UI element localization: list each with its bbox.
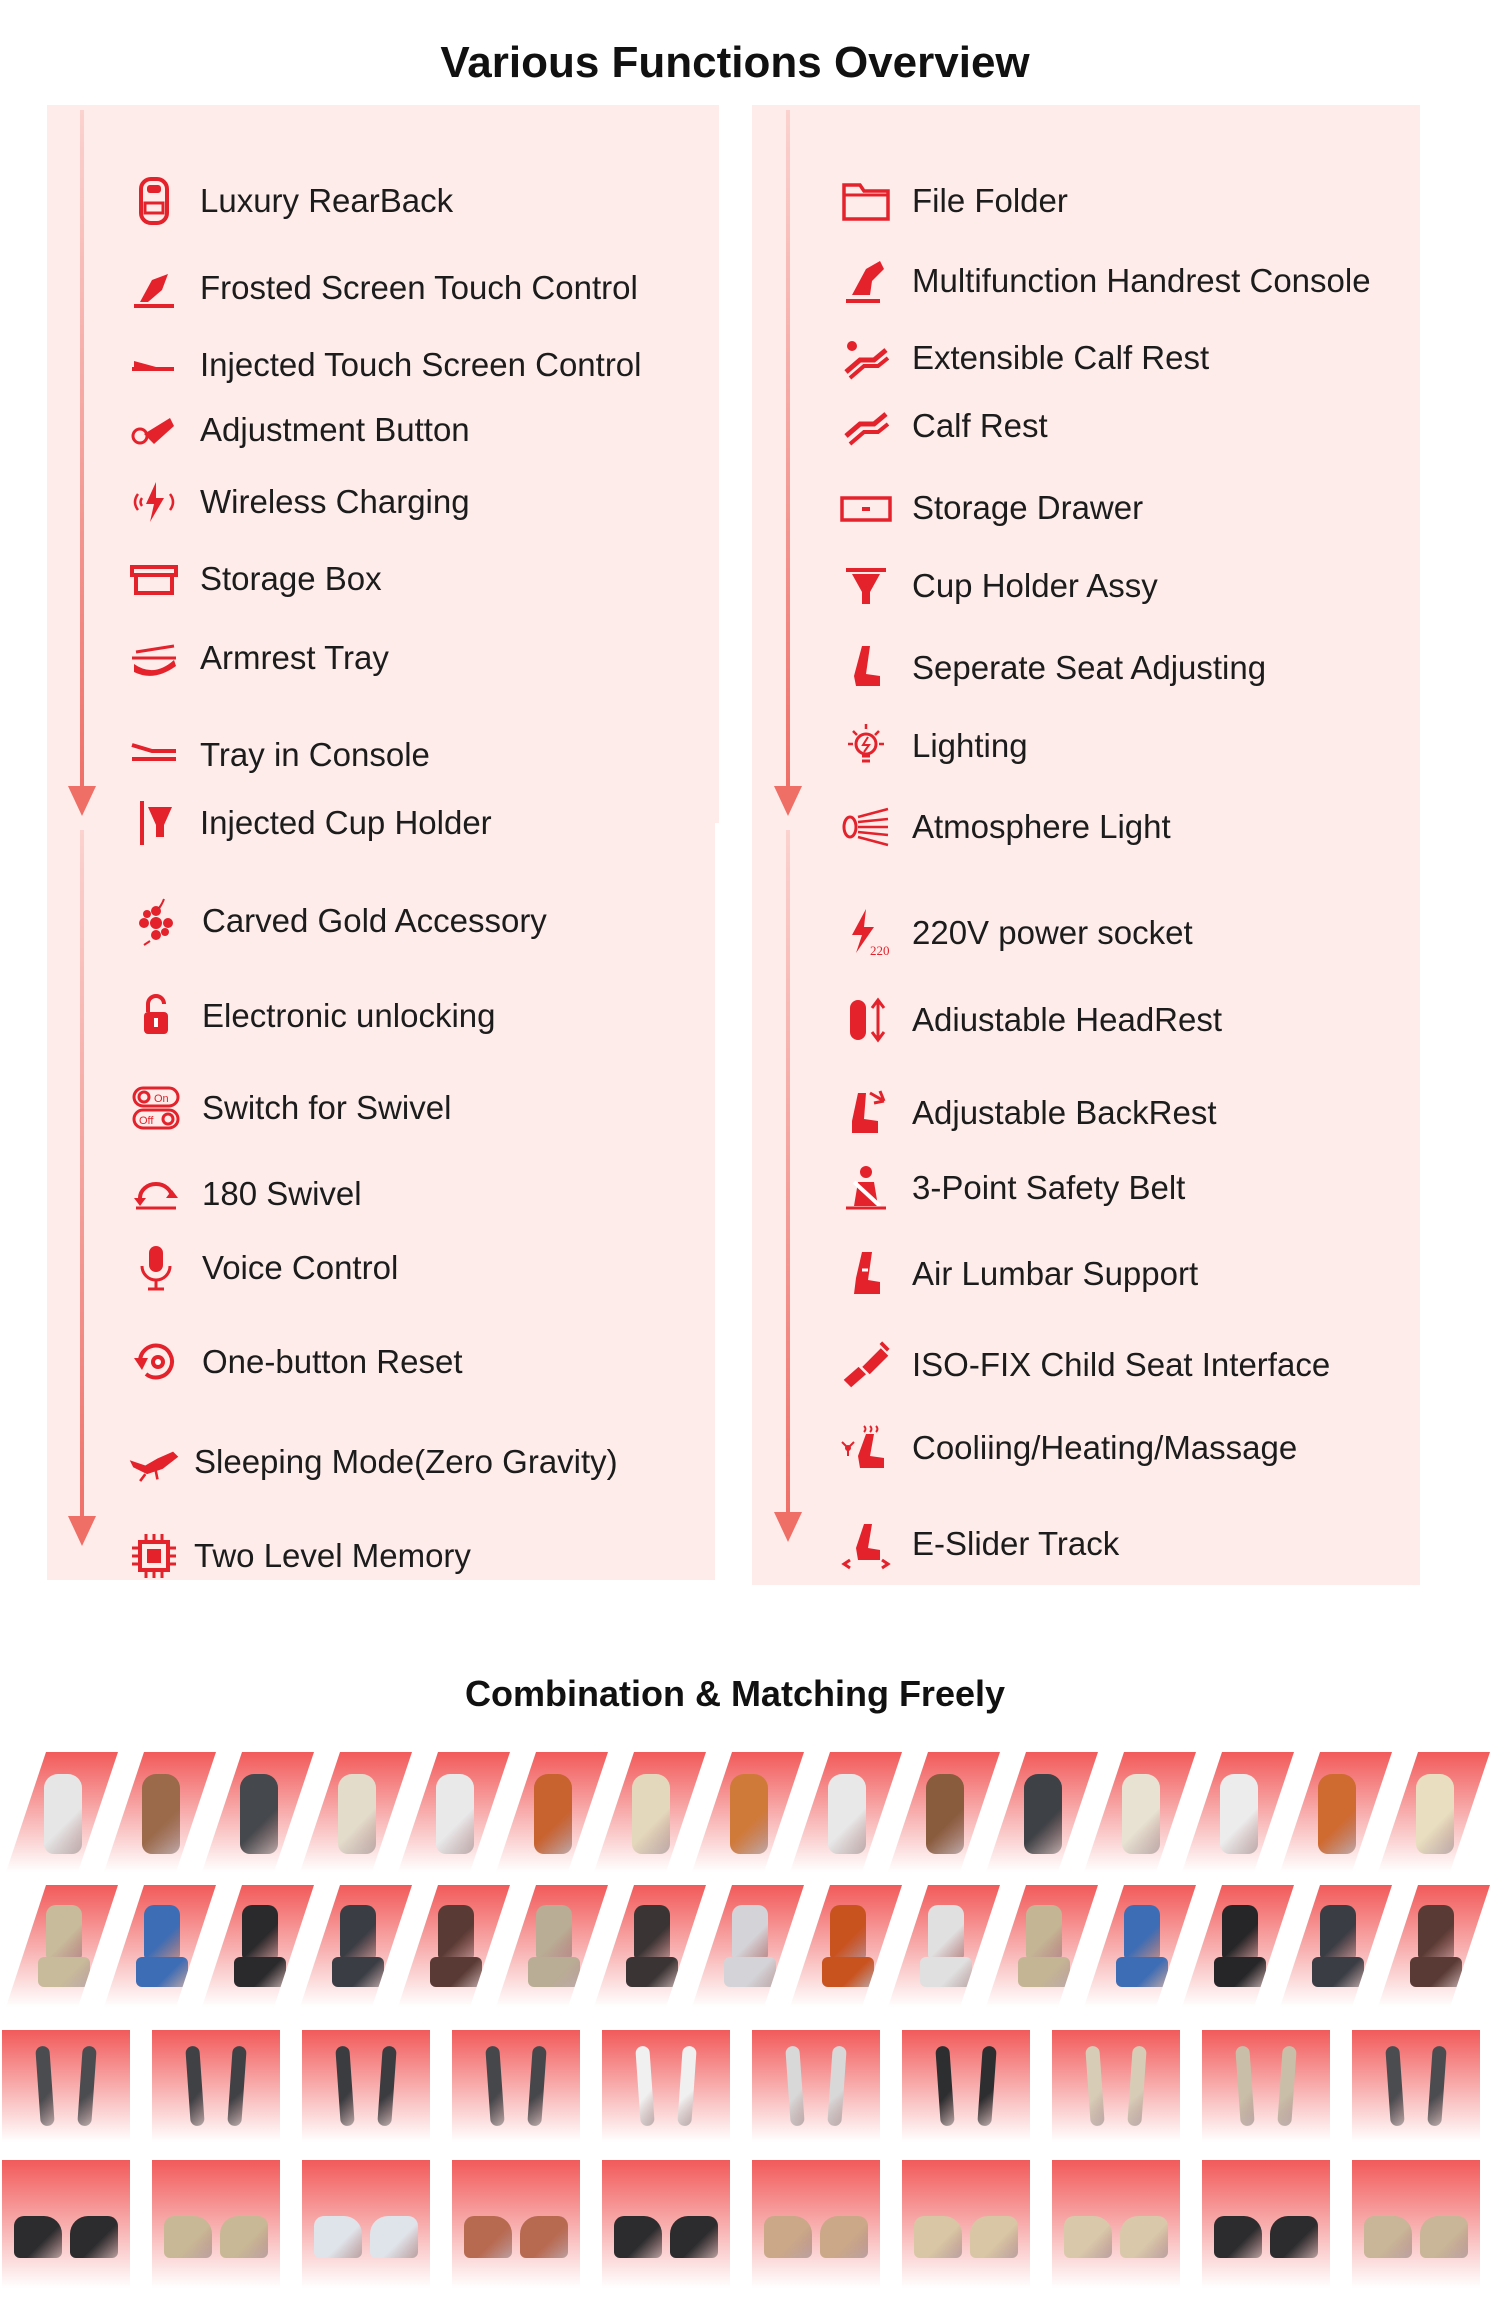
- seat-thumbnail: [1280, 1885, 1392, 2007]
- product-shape: [240, 1774, 278, 1854]
- headrest-thumbnail: [202, 1752, 314, 1872]
- product-shape: [335, 2046, 355, 2127]
- product-shape: [1235, 2046, 1255, 2127]
- power-badge: 220: [870, 943, 890, 958]
- console-thumbnail: [1352, 2160, 1480, 2288]
- bulb-icon: [834, 718, 898, 774]
- feature-180-swivel: [124, 1166, 362, 1222]
- tray-console-icon: [122, 727, 186, 783]
- feature-atmosphere-light: [834, 799, 1171, 855]
- seat-thumbnail: [888, 1885, 1000, 2007]
- feature-electronic-unlocking: [124, 988, 496, 1044]
- armrest-thumbnail: [752, 2030, 880, 2142]
- product-shape: [1026, 1905, 1062, 1959]
- seat-thumbnail: [202, 1885, 314, 2007]
- zero-gravity-icon: [122, 1434, 186, 1490]
- headrest-thumbnail: [986, 1752, 1098, 1872]
- console-thumbnail: [602, 2160, 730, 2288]
- console-thumbnail: [452, 2160, 580, 2288]
- folder-icon: [834, 173, 898, 229]
- headrest-thumbnail: [692, 1752, 804, 1872]
- product-shape: [830, 1905, 866, 1959]
- product-shape: [338, 1774, 376, 1854]
- seat-thumbnail: [6, 1885, 118, 2007]
- armrest-thumbnail: [302, 2030, 430, 2142]
- feature-label: Adjustable BackRest: [912, 1094, 1217, 1131]
- product-shape: [614, 2216, 662, 2258]
- console-thumbnail: [902, 2160, 1030, 2288]
- feature-label: Tray in Console: [200, 736, 430, 773]
- feature-label: ISO-FIX Child Seat Interface: [912, 1346, 1331, 1383]
- carved-accessory-icon: [124, 893, 188, 949]
- lock-icon: [124, 988, 188, 1044]
- switch-on-text: On: [154, 1093, 169, 1105]
- feature-injected-cup-holder: [122, 795, 492, 851]
- swivel-icon: [124, 1166, 188, 1222]
- product-shape: [928, 1905, 964, 1959]
- feature-frosted-screen: [122, 260, 638, 316]
- armrest-thumbnail: [152, 2030, 280, 2142]
- console-thumbnail: [302, 2160, 430, 2288]
- feature-adjustment-button: [122, 402, 470, 458]
- product-shape: [670, 2216, 718, 2258]
- product-shape: [822, 1957, 874, 1987]
- power-socket-icon: [834, 905, 898, 961]
- lumbar-icon: [834, 1246, 898, 1302]
- product-shape: [764, 2216, 812, 2258]
- feature-label: File Folder: [912, 182, 1068, 219]
- feature-label: 3-Point Safety Belt: [912, 1169, 1186, 1206]
- feature-label: Storage Box: [200, 560, 382, 597]
- headrest-icon: [834, 992, 898, 1048]
- slider-track-icon: [834, 1516, 898, 1572]
- seat-thumbnail: [496, 1885, 608, 2007]
- armrest-gallery-row: [0, 2030, 1500, 2142]
- storage-box-icon: [122, 551, 186, 607]
- massage-icon: [834, 1420, 898, 1476]
- feature-label: Storage Drawer: [912, 489, 1144, 526]
- feature-one-button-reset: [124, 1334, 463, 1390]
- cup-holder-icon: [122, 795, 186, 851]
- product-shape: [332, 1957, 384, 1987]
- product-shape: [1018, 1957, 1070, 1987]
- feature-label: Multifunction Handrest Console: [912, 262, 1371, 299]
- frosted-screen-icon: [122, 260, 186, 316]
- feature-extensible-calf-rest: [834, 330, 1209, 386]
- armrest-thumbnail: [452, 2030, 580, 2142]
- product-shape: [1127, 2046, 1147, 2127]
- feature-label: Calf Rest: [912, 407, 1048, 444]
- product-shape: [70, 2216, 118, 2258]
- product-shape: [970, 2216, 1018, 2258]
- touch-screen-icon: [122, 337, 186, 393]
- feature-tray-console: [122, 727, 430, 783]
- feature-label: Two Level Memory: [194, 1537, 471, 1574]
- product-shape: [220, 2216, 268, 2258]
- headrest-thumbnail: [1084, 1752, 1196, 1872]
- switch-off-text: Off: [139, 1115, 154, 1127]
- feature-file-folder: [834, 173, 1068, 229]
- product-shape: [1064, 2216, 1112, 2258]
- product-shape: [926, 1774, 964, 1854]
- feature-label: Seperate Seat Adjusting: [912, 649, 1267, 686]
- feature-carved-gold: [124, 893, 547, 949]
- feature-air-lumbar: [834, 1246, 1198, 1302]
- handrest-console-icon: [834, 253, 898, 309]
- product-shape: [528, 1957, 580, 1987]
- feature-label: Wireless Charging: [200, 483, 470, 520]
- console-thumbnail: [1052, 2160, 1180, 2288]
- feature-label: Electronic unlocking: [202, 997, 496, 1034]
- feature-adjustable-headrest: [834, 992, 1222, 1048]
- product-shape: [136, 1957, 188, 1987]
- product-shape: [1410, 1957, 1462, 1987]
- feature-label: Carved Gold Accessory: [202, 902, 547, 939]
- product-shape: [827, 2046, 847, 2127]
- product-shape: [1420, 2216, 1468, 2258]
- left-flow-arrow-top: [80, 110, 84, 790]
- armrest-thumbnail: [1352, 2030, 1480, 2142]
- feature-label: Lighting: [912, 727, 1028, 764]
- feature-label: E-Slider Track: [912, 1525, 1120, 1562]
- seat-thumbnail: [594, 1885, 706, 2007]
- feature-label: Frosted Screen Touch Control: [200, 269, 638, 306]
- product-shape: [1427, 2046, 1447, 2127]
- feature-e-slider: [834, 1516, 1119, 1572]
- feature-two-level-memory: [122, 1528, 471, 1584]
- product-shape: [1214, 1957, 1266, 1987]
- headrest-thumbnail: [496, 1752, 608, 1872]
- product-shape: [536, 1905, 572, 1959]
- product-shape: [464, 2216, 512, 2258]
- feature-cooling-heating: [834, 1420, 1297, 1476]
- backrest-icon: [834, 1085, 898, 1141]
- product-shape: [527, 2046, 547, 2127]
- product-shape: [38, 1957, 90, 1987]
- product-shape: [1222, 1905, 1258, 1959]
- headrest-thumbnail: [398, 1752, 510, 1872]
- product-shape: [785, 2046, 805, 2127]
- console-gallery-row: [0, 2160, 1500, 2288]
- left-flow-arrow-top-head: [68, 786, 96, 816]
- product-shape: [35, 2046, 55, 2127]
- product-shape: [144, 1905, 180, 1959]
- product-shape: [1277, 2046, 1297, 2127]
- armrest-thumbnail: [1052, 2030, 1180, 2142]
- product-shape: [1385, 2046, 1405, 2127]
- product-shape: [732, 1905, 768, 1959]
- product-shape: [164, 2216, 212, 2258]
- product-shape: [1416, 1774, 1454, 1854]
- product-shape: [1122, 1774, 1160, 1854]
- product-shape: [77, 2046, 97, 2127]
- adjust-button-icon: [122, 402, 186, 458]
- product-shape: [977, 2046, 997, 2127]
- product-shape: [314, 2216, 362, 2258]
- left-flow-arrow-bottom: [80, 830, 84, 1530]
- product-shape: [1214, 2216, 1262, 2258]
- feature-label: Armrest Tray: [200, 639, 389, 676]
- product-shape: [46, 1905, 82, 1959]
- product-shape: [242, 1905, 278, 1959]
- product-shape: [828, 1774, 866, 1854]
- feature-isofix: [834, 1337, 1330, 1393]
- feature-voice-control: [124, 1240, 398, 1296]
- feature-sleeping-mode: [122, 1434, 618, 1490]
- product-shape: [626, 1957, 678, 1987]
- console-thumbnail: [152, 2160, 280, 2288]
- atmosphere-light-icon: [834, 799, 898, 855]
- seat-thumbnail: [986, 1885, 1098, 2007]
- product-shape: [377, 2046, 397, 2127]
- feature-label: Switch for Swivel: [202, 1089, 452, 1126]
- product-shape: [677, 2046, 697, 2127]
- seat-thumbnail: [300, 1885, 412, 2007]
- isofix-icon: [834, 1337, 898, 1393]
- feature-label: Voice Control: [202, 1249, 399, 1286]
- product-shape: [1320, 1905, 1356, 1959]
- right-flow-arrow-top: [786, 110, 790, 790]
- feature-label: Cooliing/Heating/Massage: [912, 1429, 1298, 1466]
- right-flow-arrow-bottom: [786, 830, 790, 1520]
- feature-touch-screen: [122, 337, 642, 393]
- product-shape: [185, 2046, 205, 2127]
- switch-icon: [124, 1080, 188, 1136]
- seat-thumbnail: [692, 1885, 804, 2007]
- product-shape: [914, 2216, 962, 2258]
- headrest-thumbnail: [888, 1752, 1000, 1872]
- headrest-gallery-row: [0, 1752, 1500, 1872]
- headrest-thumbnail: [6, 1752, 118, 1872]
- headrest-thumbnail: [790, 1752, 902, 1872]
- reset-icon: [124, 1334, 188, 1390]
- product-shape: [920, 1957, 972, 1987]
- feature-safety-belt: [834, 1160, 1185, 1216]
- seat-thumbnail: [1084, 1885, 1196, 2007]
- feature-label: Atmosphere Light: [912, 808, 1171, 845]
- product-shape: [1124, 1905, 1160, 1959]
- feature-label: Luxury RearBack: [200, 182, 454, 219]
- product-shape: [1116, 1957, 1168, 1987]
- product-shape: [724, 1957, 776, 1987]
- feature-cup-holder-assy: [834, 558, 1158, 614]
- feature-lighting: [834, 718, 1028, 774]
- feature-label: Injected Cup Holder: [200, 804, 492, 841]
- drawer-icon: [834, 480, 898, 536]
- headrest-thumbnail: [1378, 1752, 1490, 1872]
- product-shape: [485, 2046, 505, 2127]
- right-flow-arrow-bottom-head: [774, 1512, 802, 1542]
- left-flow-arrow-bottom-head: [68, 1516, 96, 1546]
- product-shape: [1220, 1774, 1258, 1854]
- feature-power-socket: [834, 905, 1193, 961]
- product-shape: [1270, 2216, 1318, 2258]
- headrest-thumbnail: [104, 1752, 216, 1872]
- console-thumbnail: [752, 2160, 880, 2288]
- cup-holder-assy-icon: [834, 558, 898, 614]
- seat-thumbnail: [1182, 1885, 1294, 2007]
- feature-luxury-rearback: [122, 173, 453, 229]
- wireless-charging-icon: [122, 474, 186, 530]
- product-shape: [935, 2046, 955, 2127]
- calf-rest-icon: [834, 398, 898, 454]
- console-thumbnail: [1202, 2160, 1330, 2288]
- seat-thumbnail: [398, 1885, 510, 2007]
- feature-label: Injected Touch Screen Control: [200, 346, 642, 383]
- product-shape: [730, 1774, 768, 1854]
- feature-label: One-button Reset: [202, 1343, 463, 1380]
- product-shape: [436, 1774, 474, 1854]
- gallery-title: Combination & Matching Freely: [464, 1673, 1006, 1714]
- product-shape: [634, 1905, 670, 1959]
- product-shape: [520, 2216, 568, 2258]
- right-flow-arrow-top-head: [774, 786, 802, 816]
- product-shape: [438, 1905, 474, 1959]
- product-shape: [1085, 2046, 1105, 2127]
- page-title: Various Functions Overview: [440, 38, 1030, 87]
- armrest-thumbnail: [902, 2030, 1030, 2142]
- feature-switch-swivel: [124, 1080, 451, 1136]
- product-shape: [44, 1774, 82, 1854]
- product-shape: [534, 1774, 572, 1854]
- product-shape: [1120, 2216, 1168, 2258]
- product-shape: [1418, 1905, 1454, 1959]
- headrest-thumbnail: [300, 1752, 412, 1872]
- armrest-thumbnail: [602, 2030, 730, 2142]
- feature-label: Adiustable HeadRest: [912, 1001, 1223, 1038]
- product-shape: [14, 2216, 62, 2258]
- product-shape: [1364, 2216, 1412, 2258]
- headrest-thumbnail: [1182, 1752, 1294, 1872]
- seat-adjust-icon: [834, 640, 898, 696]
- feature-label: 220V power socket: [912, 914, 1193, 951]
- extensible-calf-icon: [834, 330, 898, 386]
- headrest-thumbnail: [594, 1752, 706, 1872]
- armrest-tray-icon: [122, 630, 186, 686]
- product-shape: [1312, 1957, 1364, 1987]
- chip-icon: [122, 1528, 186, 1584]
- seat-gallery-row: [0, 1885, 1500, 2007]
- seat-thumbnail: [104, 1885, 216, 2007]
- feature-label: Cup Holder Assy: [912, 567, 1158, 604]
- feature-seperate-seat: [834, 640, 1266, 696]
- safety-belt-icon: [834, 1160, 898, 1216]
- armrest-thumbnail: [1202, 2030, 1330, 2142]
- product-shape: [370, 2216, 418, 2258]
- product-shape: [234, 1957, 286, 1987]
- armrest-thumbnail: [2, 2030, 130, 2142]
- feature-calf-rest: [834, 398, 1048, 454]
- product-shape: [142, 1774, 180, 1854]
- feature-label: Extensible Calf Rest: [912, 339, 1210, 376]
- feature-adjustable-backrest: [834, 1085, 1217, 1141]
- feature-armrest-tray: [122, 630, 389, 686]
- product-shape: [1024, 1774, 1062, 1854]
- product-shape: [227, 2046, 247, 2127]
- microphone-icon: [124, 1240, 188, 1296]
- product-shape: [430, 1957, 482, 1987]
- product-shape: [635, 2046, 655, 2127]
- feature-label: Sleeping Mode(Zero Gravity): [194, 1443, 618, 1480]
- seat-thumbnail: [790, 1885, 902, 2007]
- headrest-thumbnail: [1280, 1752, 1392, 1872]
- feature-handrest-console: [834, 253, 1371, 309]
- feature-label: Air Lumbar Support: [912, 1255, 1199, 1292]
- product-shape: [820, 2216, 868, 2258]
- feature-label: 180 Swivel: [202, 1175, 362, 1212]
- console-thumbnail: [2, 2160, 130, 2288]
- rearback-icon: [122, 173, 186, 229]
- feature-storage-box: [122, 551, 382, 607]
- feature-wireless-charging: [122, 474, 470, 530]
- product-shape: [340, 1905, 376, 1959]
- seat-thumbnail: [1378, 1885, 1490, 2007]
- product-shape: [1318, 1774, 1356, 1854]
- feature-storage-drawer: [834, 480, 1143, 536]
- feature-label: Adjustment Button: [200, 411, 470, 448]
- product-shape: [632, 1774, 670, 1854]
